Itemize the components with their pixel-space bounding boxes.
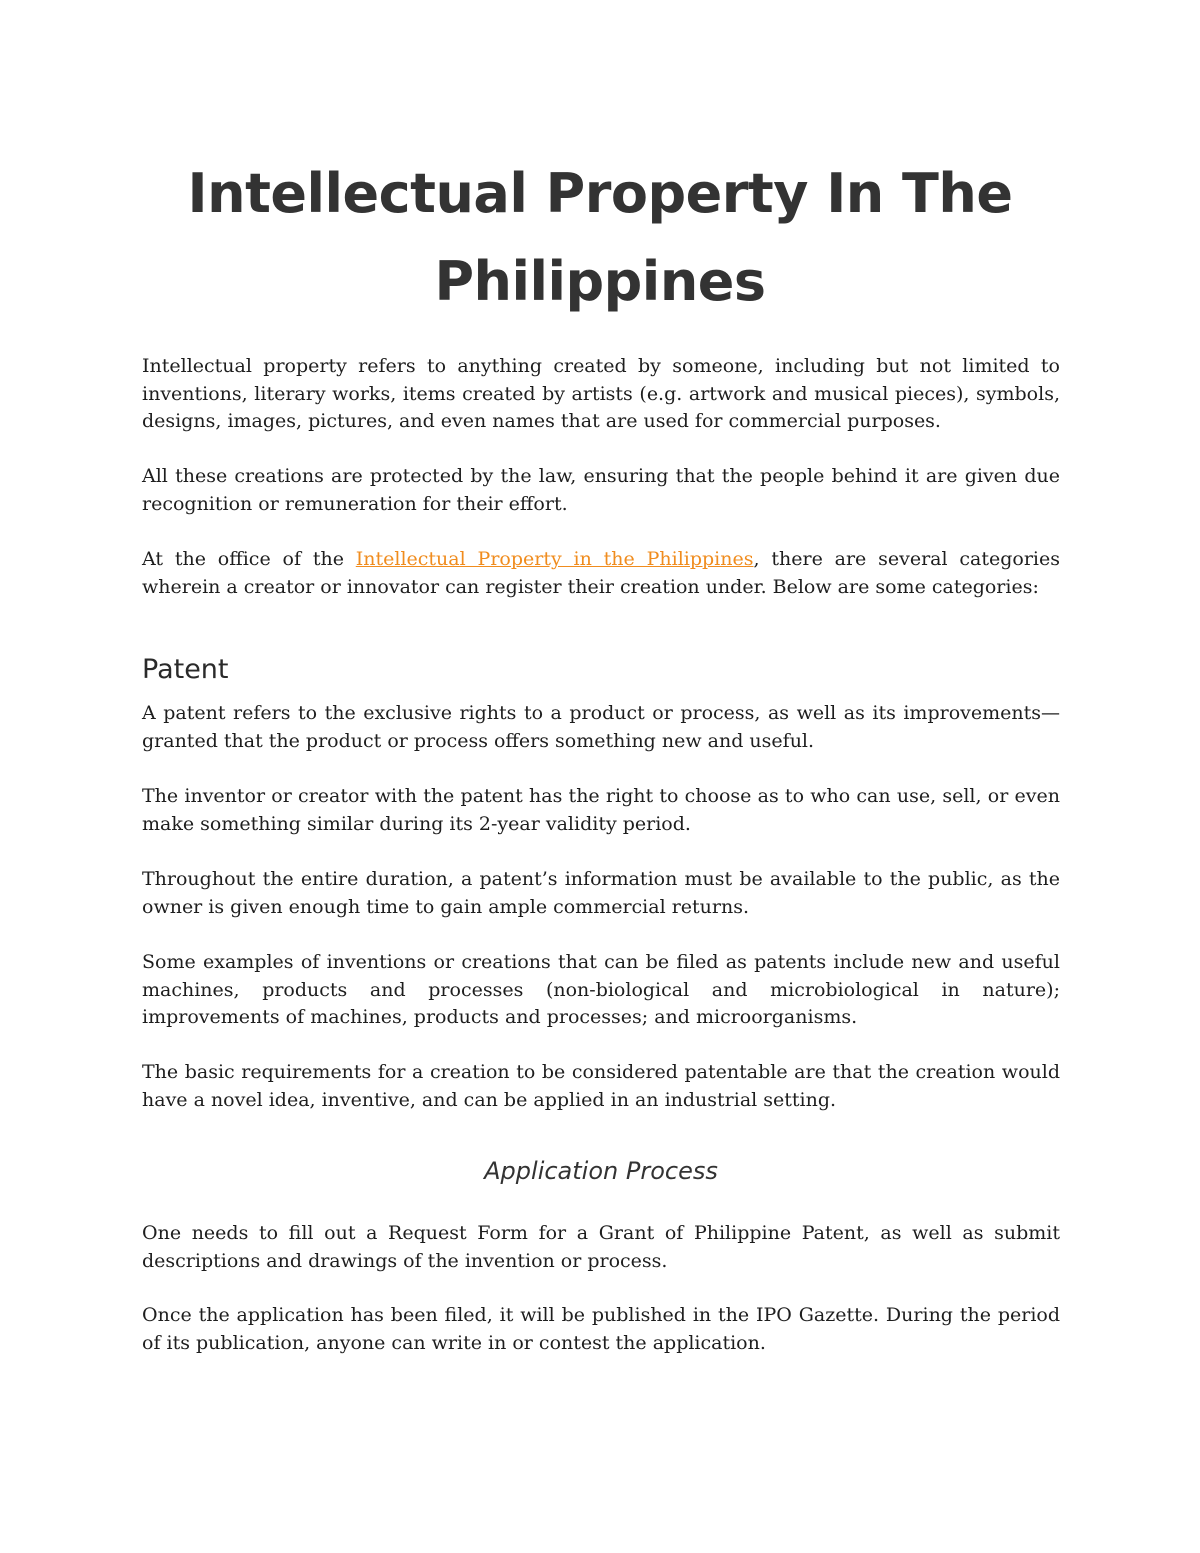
patent-paragraph-3: Throughout the entire duration, a patent’s information must be available to the public, as the owner is given enough time to gain ample commercial returns. [142,868,1060,918]
application-paragraph-2: Once the application has been filed, it will be published in the IPO Gazette. During the period of its publication, anyone can write in or contest the application. [142,1304,1060,1354]
patent-paragraph-2: The inventor or creator with the patent has the right to choose as to who can use, sell, or even make something similar during its 2-year validity period. [142,785,1060,835]
patent-heading: Patent [142,654,229,685]
intro-paragraph-1: Intellectual property refers to anything created by someone, including but not limited to inventions, literary works, items created by artists (e.g. artwork and musical pieces), symbols, designs, images, pictures, and even names that are used for commercial purposes. [142,355,1060,432]
ipo-philippines-link[interactable]: Intellectual Property in the Philippines [355,548,754,570]
application-process-heading: Application Process [484,1157,718,1185]
intro-paragraph-2: All these creations are protected by the law, ensuring that the people behind it are given due recognition or remuneration for their effort. [142,465,1060,515]
intro-paragraph-3-lead: At the office of the [142,548,356,570]
patent-paragraph-1: A patent refers to the exclusive rights to a product or process, as well as its improvements—granted that the product or process offers something new and useful. [142,702,1060,752]
intro-paragraph-3 [142,546,1060,601]
patent-paragraph-4: Some examples of inventions or creations that can be filed as patents include new and useful machines, products and processes (non-biological and microbiological in nature); improvements of machines, products and processes; and microorganisms. [142,951,1060,1028]
application-paragraph-1: One needs to fill out a Request Form for a Grant of Philippine Patent, as well as submit descriptions and drawings of the invention or process. [142,1222,1060,1272]
intro-paragraph-3-rest: , there are several categories wherein a creator or innovator can register their creation under. Below are some categories: [142,548,1061,598]
patent-paragraph-5: The basic requirements for a creation to be considered patentable are that the creation would have a novel idea, inventive, and can be applied in an industrial setting. [142,1061,1060,1111]
document-title: Intellectual Property In The Philippines [187,162,1013,313]
